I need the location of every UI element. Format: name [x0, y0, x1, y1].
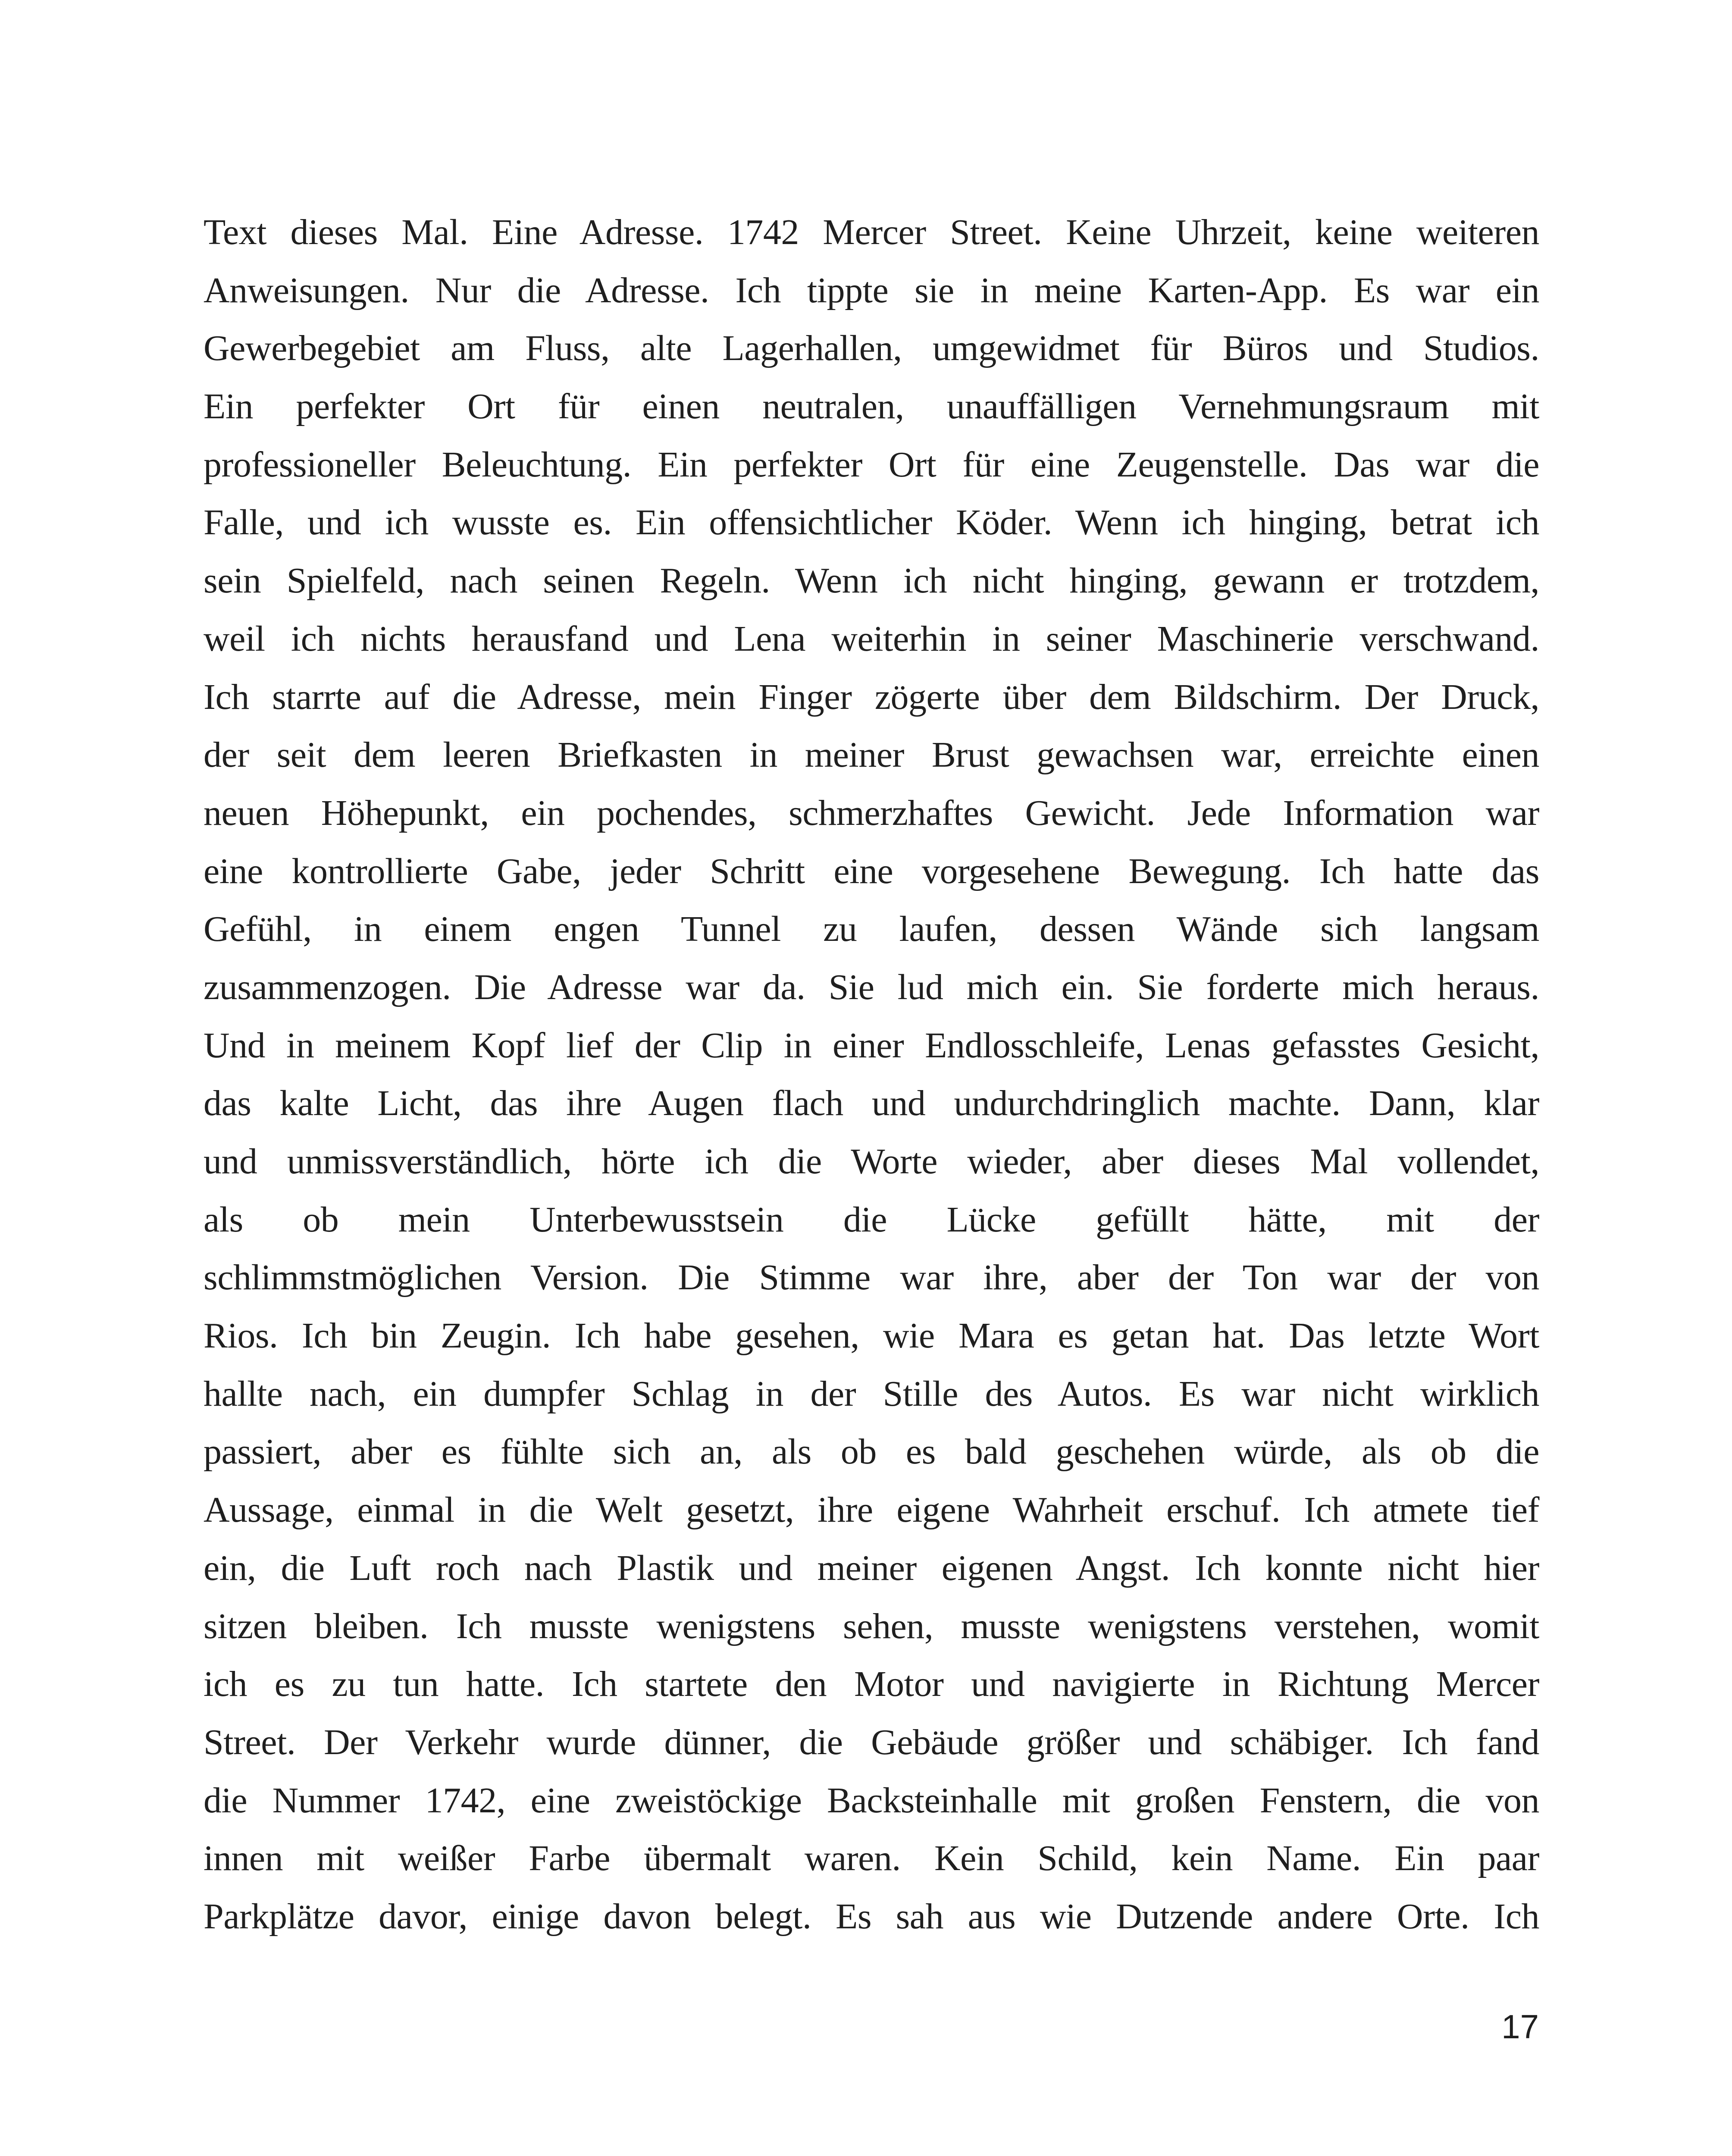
page-number: 17: [1501, 2008, 1539, 2046]
text-line: Street. Der Verkehr wurde dünner, die Gebäude größer und schäbiger. Ich fand: [204, 1722, 1539, 1762]
text-line: Anweisungen. Nur die Adresse. Ich tippte sie in meine Karten-App. Es war ein: [204, 270, 1539, 310]
text-line: der seit dem leeren Briefkasten in meiner Brust gewachsen war, erreichte einen: [204, 735, 1539, 775]
text-line: Falle, und ich wusste es. Ein offensichtlicher Köder. Wenn ich hinging, betrat ich: [204, 502, 1539, 543]
text-line: zusammenzogen. Die Adresse war da. Sie lud mich ein. Sie forderte mich heraus.: [204, 967, 1539, 1007]
text-line: das kalte Licht, das ihre Augen flach und undurchdringlich machte. Dann, klar: [204, 1083, 1539, 1124]
text-line: als ob mein Unterbewusstsein die Lücke gefüllt hätte, mit der: [204, 1199, 1539, 1240]
text-line: professioneller Beleuchtung. Ein perfekter Ort für eine Zeugenstelle. Das war die: [204, 444, 1539, 485]
text-line: weil ich nichts herausfand und Lena weiterhin in seiner Maschinerie verschwand.: [204, 618, 1539, 659]
text-line: innen mit weißer Farbe übermalt waren. Kein Schild, kein Name. Ein paar: [204, 1838, 1539, 1879]
text-line: die Nummer 1742, eine zweistöckige Backsteinhalle mit großen Fenstern, die von: [204, 1780, 1539, 1821]
text-line: ich es zu tun hatte. Ich startete den Motor und navigierte in Richtung Mercer: [204, 1664, 1539, 1705]
text-line: sitzen bleiben. Ich musste wenigstens sehen, musste wenigstens verstehen, womit: [204, 1606, 1539, 1646]
text-line: Gewerbegebiet am Fluss, alte Lagerhallen, umgewidmet für Büros und Studios.: [204, 328, 1539, 369]
text-line: Gefühl, in einem engen Tunnel zu laufen, dessen Wände sich langsam: [204, 909, 1539, 950]
text-line: und unmissverständlich, hörte ich die Worte wieder, aber dieses Mal vollendet,: [204, 1141, 1539, 1181]
text-line: eine kontrollierte Gabe, jeder Schritt eine vorgesehene Bewegung. Ich hatte das: [204, 851, 1539, 891]
text-line: Text dieses Mal. Eine Adresse. 1742 Mercer Street. Keine Uhrzeit, keine weiteren: [204, 212, 1539, 252]
text-line: hallte nach, ein dumpfer Schlag in der Stille des Autos. Es war nicht wirklich: [204, 1373, 1539, 1414]
text-line: ein, die Luft roch nach Plastik und meiner eigenen Angst. Ich konnte nicht hier: [204, 1548, 1539, 1588]
text-line: passiert, aber es fühlte sich an, als ob es bald geschehen würde, als ob die: [204, 1432, 1539, 1472]
body-text: [204, 204, 1539, 1946]
text-line: Und in meinem Kopf lief der Clip in einer Endlosschleife, Lenas gefasstes Gesicht,: [204, 1025, 1539, 1065]
text-line: sein Spielfeld, nach seinen Regeln. Wenn ich nicht hinging, gewann er trotzdem,: [204, 561, 1539, 601]
text-line: Aussage, einmal in die Welt gesetzt, ihre eigene Wahrheit erschuf. Ich atmete tief: [204, 1490, 1539, 1530]
text-line: Ich starrte auf die Adresse, mein Finger zögerte über dem Bildschirm. Der Druck,: [204, 677, 1539, 717]
text-line: Rios. Ich bin Zeugin. Ich habe gesehen, wie Mara es getan hat. Das letzte Wort: [204, 1316, 1539, 1356]
text-line: Parkplätze davor, einige davon belegt. Es sah aus wie Dutzende andere Orte. Ich: [204, 1896, 1539, 1937]
text-line: schlimmstmöglichen Version. Die Stimme war ihre, aber der Ton war der von: [204, 1257, 1539, 1298]
text-line: Ein perfekter Ort für einen neutralen, unauffälligen Vernehmungsraum mit: [204, 386, 1539, 427]
text-line: neuen Höhepunkt, ein pochendes, schmerzhaftes Gewicht. Jede Information war: [204, 793, 1539, 833]
